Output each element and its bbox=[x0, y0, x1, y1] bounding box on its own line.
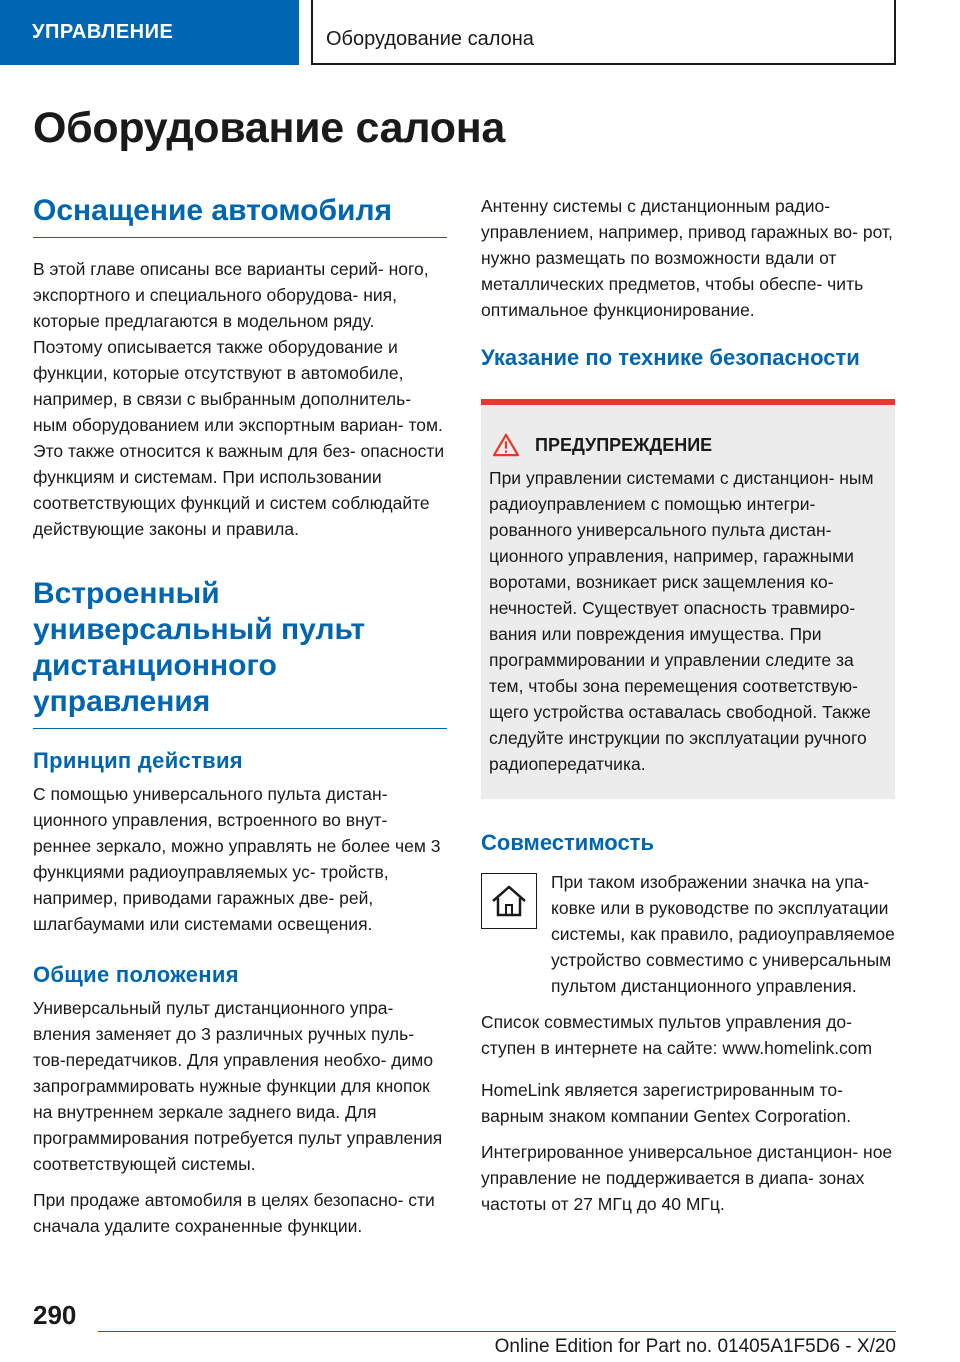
homelink-house-icon bbox=[481, 873, 537, 929]
section-heading-equipment: Оснащение автомобиля bbox=[33, 194, 393, 227]
section-heading-compat: Совместимость bbox=[481, 830, 654, 855]
warning-triangle-icon bbox=[491, 433, 521, 457]
section-heading-safety: Указание по технике безопасности bbox=[481, 345, 860, 370]
trademark-paragraph: HomeLink является зарегистрированным то- варным знаком компании Gentex Corporation. bbox=[481, 1080, 852, 1126]
left-column bbox=[33, 193, 447, 1249]
principle-paragraph: С помощью универсального пульта дистан- ционного управления, встроенного во внут- реннее зеркало, можно управлять не более чем 3 функциями радиоуправляемых ус- тройств, например, приводами гаражных две- рей, шлагбаумами или системами освещения. bbox=[33, 784, 441, 934]
subheading-general: Общие положения bbox=[33, 962, 239, 987]
page-title: Оборудование салона bbox=[33, 104, 505, 152]
general-paragraph-2: При продаже автомобиля в целях безопасно- сти сначала удалите сохраненные функции. bbox=[33, 1190, 435, 1236]
compat-text: При таком изображении значка на упа- ковке или в руководстве по эксплуатации системы, как правило, радиоуправляемое устройство совместимо с универсальным пультом дистанционного управления. bbox=[551, 872, 895, 996]
header-section-tab: УПРАВЛЕНИЕ bbox=[0, 0, 299, 65]
footer-edition: Online Edition for Part no. 01405A1F5D6 - X/20 bbox=[494, 1336, 896, 1357]
warning-header bbox=[489, 433, 885, 457]
header-title: Оборудование салона bbox=[326, 28, 534, 50]
antenna-paragraph: Антенну системы с дистанционным радио- управлением, например, привод гаражных во- рот, нужно размещать по возможности вдали от металлических предметов, чтобы обеспе- чить оптимальное функционирование. bbox=[481, 196, 893, 320]
equipment-paragraph: В этой главе описаны все варианты серий- ного, экспортного и специального оборудова- ния, которые предлагаются в модельном ряду. Поэтому описывается также оборудование и функции, которые отсутствуют в автомобиле, например, в связи с выбранным дополнитель- ным оборудованием или экспортным вариан- том. Это также относится к важным для без- опасности функциям и системам. При использовании соответствующих функций и систем соблюдайте действующие законы и правила. bbox=[33, 259, 445, 539]
footer-rule bbox=[98, 1331, 896, 1332]
compat-block bbox=[481, 869, 895, 999]
warning-text: При управлении системами с дистанцион- ным радиоуправлением с помощью интегри- рованного универсального пульта дистан- ционного управления, например, гаражными воротами, возникает риск защемления ко- нечностей. Существует опасность травмиро- вания или повреждения имущества. При программировании и управлении следите за тем, чтобы зона перемещения соответствую- щего устройства оставалась свободной. Также следуйте инструкции по эксплуатации ручного радиопередатчика. bbox=[489, 468, 874, 774]
frequency-paragraph: Интегрированное универсальное дистанцион- ное управление не поддерживается в диапа- зонах частоты от 27 МГц до 40 МГц. bbox=[481, 1142, 893, 1214]
list-paragraph: Список совместимых пультов управления до- ступен в интернете на сайте: www.homelink.com bbox=[481, 1012, 873, 1058]
subheading-principle: Принцип действия bbox=[33, 748, 243, 773]
page-number: 290 bbox=[33, 1300, 77, 1330]
heading-rule bbox=[33, 237, 447, 238]
right-column bbox=[481, 193, 895, 1227]
warning-box bbox=[481, 399, 895, 799]
heading-rule bbox=[33, 728, 447, 729]
general-paragraph-1: Универсальный пульт дистанционного упра- вления заменяет до 3 различных ручных пуль- тов-передатчиков. Для управления необхо- димо запрограммировать нужные функции для кнопок на внутреннем зеркале заднего вида. Для программирования потребуется пульт управления соответствующей системы. bbox=[33, 998, 443, 1174]
warning-label: ПРЕДУПРЕЖДЕНИЕ bbox=[535, 434, 713, 455]
section-heading-remote: Встроенный универсальный пульт дистанционного управления bbox=[33, 577, 366, 718]
